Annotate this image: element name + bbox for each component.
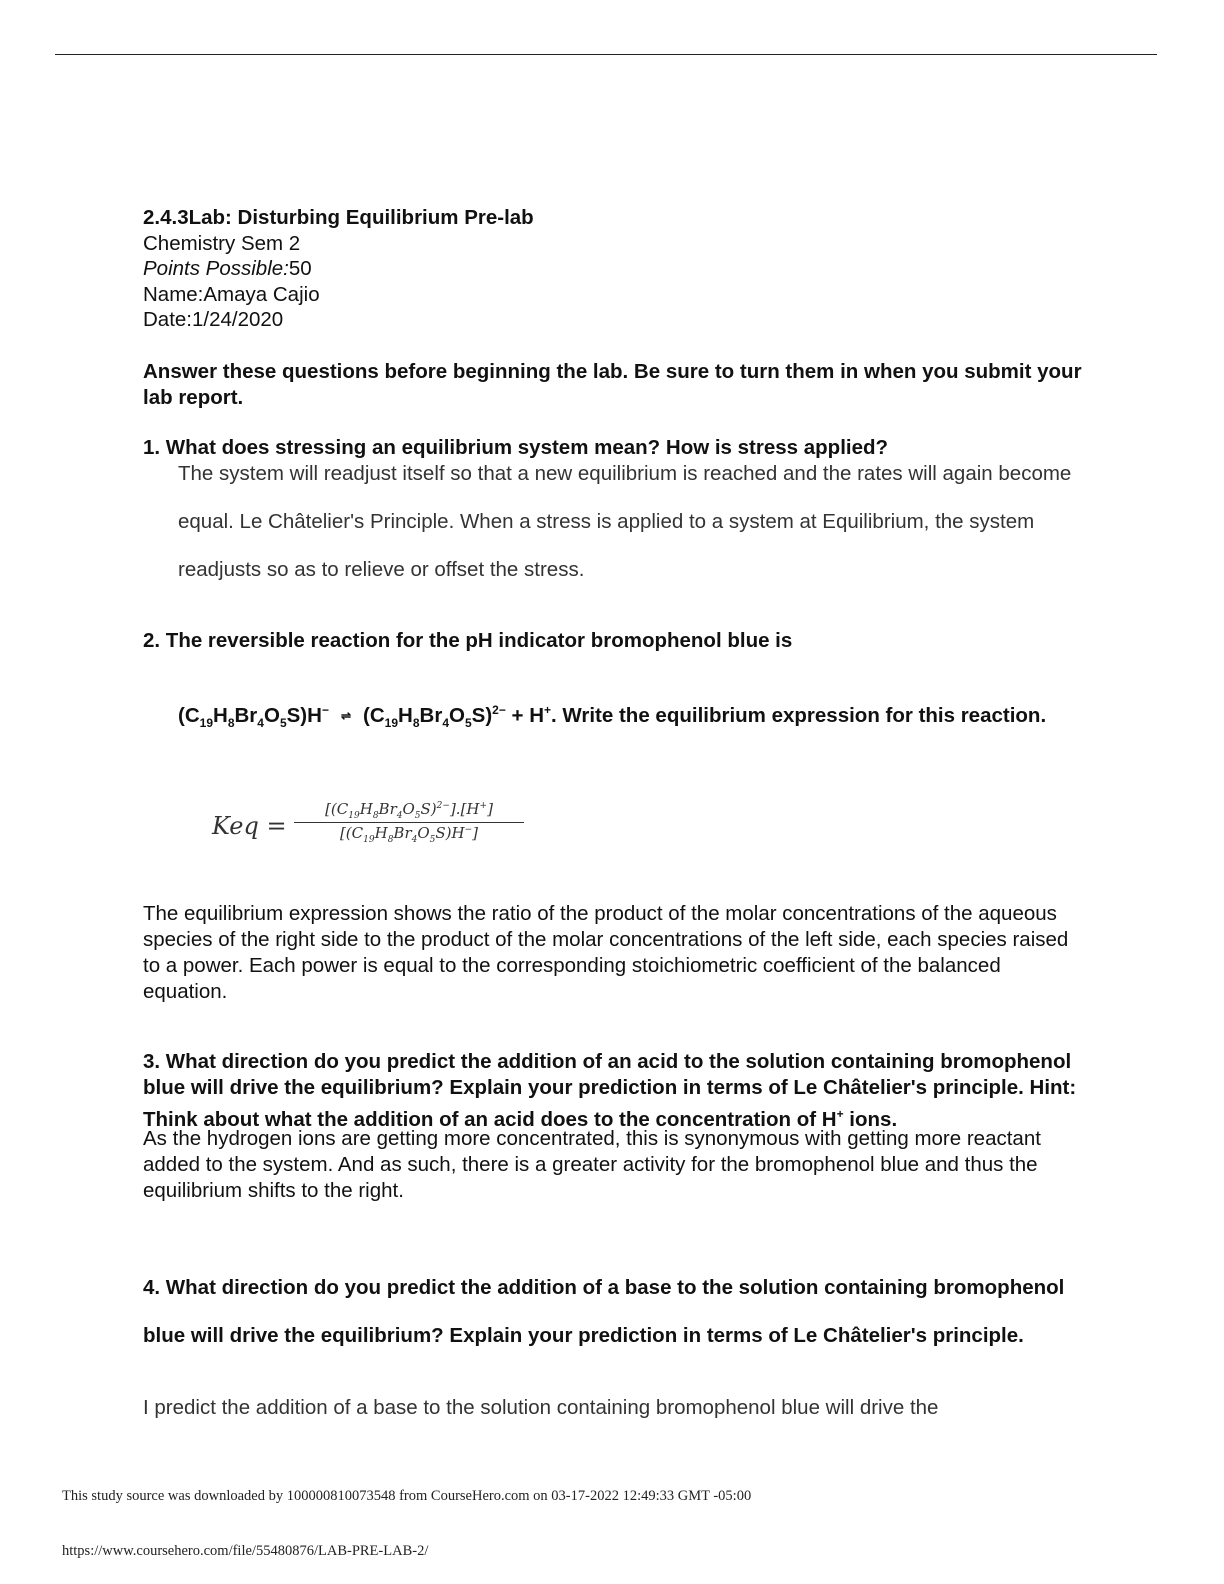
keq-numerator (294, 800, 524, 823)
subscript: 4 (442, 715, 449, 730)
charge: − (464, 825, 473, 835)
document-header (143, 205, 1083, 333)
product-part: S) (471, 703, 493, 727)
keq-term: ] (472, 824, 479, 842)
instructions: Answer these questions before beginning the lab. Be sure to turn them in when you submit your lab report. (143, 360, 1082, 409)
keq-label: Keq = (212, 812, 287, 840)
student-name: Name:Amaya Cajio (143, 282, 320, 306)
download-notice: This study source was downloaded by 100000810073548 from CourseHero.com on 03-17-2022 12:49:33 GMT -05:00 (62, 1488, 752, 1504)
charge: 2− (436, 801, 450, 811)
keq-term: Br (393, 824, 412, 842)
subscript: 19 (348, 811, 360, 821)
charge: + (479, 801, 488, 811)
keq-fraction (294, 800, 524, 845)
product-part: H (398, 703, 413, 727)
page-title: 2.4.3Lab: Disturbing Equilibrium Pre-lab (143, 206, 534, 229)
keq-term: S) (420, 800, 437, 818)
charge: − (321, 703, 329, 717)
subscript: 4 (396, 811, 403, 821)
reactant-part: Br (234, 703, 258, 727)
subscript: 4 (411, 835, 418, 845)
course-name: Chemistry Sem 2 (143, 231, 301, 255)
subscript: 5 (429, 835, 436, 845)
answer-3: As the hydrogen ions are getting more concentrated, this is synonymous with getting more reactant added to the system. And as such, there is a greater activity for the bromophenol blue and thus the equilibrium shifts to the right. (143, 1127, 1041, 1202)
subscript: 8 (372, 811, 379, 821)
keq-term: [(C (339, 824, 364, 842)
charge: + (836, 1107, 844, 1121)
reactant-part: (C (178, 703, 200, 727)
reactant-part: S)H (286, 703, 322, 727)
equilibrium-arrow-icon: ⇌ (340, 709, 352, 724)
answer-1: The system will readjust itself so that a new equilibrium is reached and the rates will again become equal. Le Châtelier's Principle. When a stress is applied to a system at Equilibrium, the system readjusts so as to relieve or offset the stress. (178, 462, 1072, 581)
question-3-end: ions. (843, 1107, 898, 1131)
charge: + (544, 703, 552, 717)
keq-term: Br (378, 800, 397, 818)
product-part: (C (363, 703, 385, 727)
subscript: 8 (387, 835, 394, 845)
subscript: 4 (257, 715, 264, 730)
keq-term: ].[H (449, 800, 480, 818)
keq-term: O (402, 800, 415, 818)
product-part: Br (419, 703, 443, 727)
reaction-equation (178, 703, 1046, 730)
subscript: 5 (279, 715, 287, 730)
reaction-instruction: . Write the equilibrium expression for this reaction. (551, 703, 1047, 727)
question-4: 4. What direction do you predict the addition of a base to the solution containing bromophenol blue will drive the equilibrium? Explain your prediction in terms of Le Châtelier's principle. (143, 1276, 1065, 1347)
subscript: 8 (412, 715, 420, 730)
keq-term: H (359, 800, 373, 818)
points-label: Points Possible: (143, 257, 289, 280)
keq-term: O (417, 824, 430, 842)
subscript: 8 (227, 715, 235, 730)
points-line (143, 256, 1083, 282)
keq-term: ] (487, 800, 493, 818)
question-3-text: 3. What direction do you predict the addition of an acid to the solution containing bromophenol blue will drive the equilibrium? Explain your prediction in terms of Le Châtelier's principle. Hint: Think about what the addition of an acid does to the concentration of H (143, 1050, 1077, 1131)
reactant-part: O (263, 703, 280, 727)
keq-term: [(C (325, 800, 349, 818)
keq-term: S)H (435, 824, 465, 842)
product-part: O (449, 703, 465, 727)
charge: 2− (492, 703, 506, 717)
subscript: 19 (363, 835, 375, 845)
question-2: 2. The reversible reaction for the pH indicator bromophenol blue is (143, 629, 793, 652)
keq-term: H (374, 824, 388, 842)
subscript: 19 (384, 715, 399, 730)
top-divider (55, 54, 1157, 55)
reactant-part: H (213, 703, 228, 727)
subscript: 5 (464, 715, 472, 730)
document-date: Date:1/24/2020 (143, 308, 284, 331)
answer-4: I predict the addition of a base to the solution containing bromophenol blue will drive the (143, 1396, 939, 1419)
keq-denominator (294, 823, 524, 845)
subscript: 19 (199, 715, 213, 730)
source-url[interactable]: https://www.coursehero.com/file/55480876/LAB-PRE-LAB-2/ (62, 1543, 429, 1559)
proton: + H (505, 703, 544, 727)
subscript: 5 (414, 811, 421, 821)
question-1: 1. What does stressing an equilibrium system mean? How is stress applied? (143, 436, 889, 459)
question-3 (143, 1049, 1083, 1133)
answer-2-explanation: The equilibrium expression shows the ratio of the product of the molar concentrations of the aqueous species of the right side to the product of the molar concentrations of the left side, each species raised to a power. Each power is equal to the corresponding stoichiometric coefficient of the balanced equation. (143, 902, 1069, 1003)
points-value: 50 (288, 257, 312, 280)
